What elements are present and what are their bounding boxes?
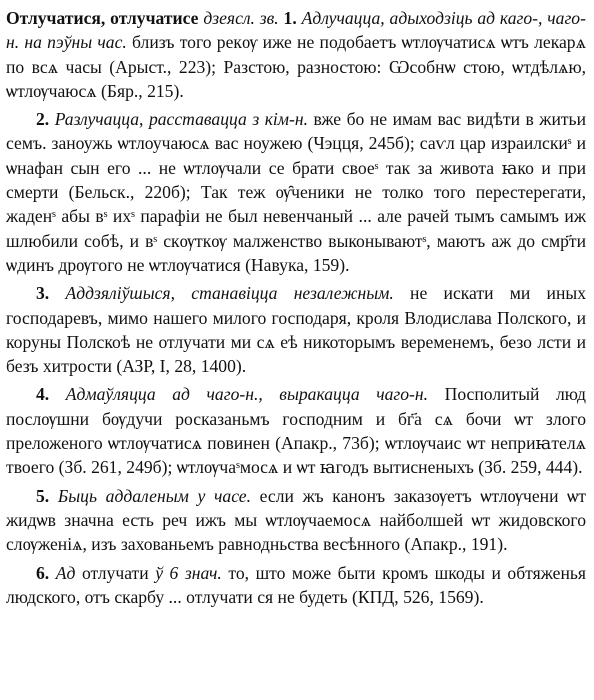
sense-definition: Аддзяліўшыся, станавіцца незалежным. — [65, 283, 394, 304]
sense-4 — [6, 382, 586, 479]
sense-number: 2. — [36, 109, 50, 130]
sense-quotations: не искати ми иных господаревъ, мимо нашего милого господаря, кроля Влодислава Полского, и коруны Полскоѣ не отлучати ми сѧ еѣ никоторымъ веременемъ, безо лсти и безъ хитрости (АЗР, I, 28, 1400). — [6, 283, 586, 377]
sense-number: 4. — [36, 384, 50, 405]
sense-definition: Адлучацца, адыходзіць ад каго-, чаго-н. на пэўны час. — [6, 8, 586, 53]
headword: Отлучатися, отлучатисе — [6, 8, 199, 28]
sense-definition: Разлучацца, расставацца з кім-н. — [54, 109, 309, 130]
sense-number: 5. — [36, 485, 50, 506]
sense-6 — [6, 561, 586, 610]
sense-quotations: близъ того рекѹ иже не подобаетъ ѡтлѹчатисѧ ѡтъ лекарѧ по всѧ часы (Арыст., 223); Разстою, разностою: Ѡсобнѡ стою, ѡтдѣлѧю, ѡтлѹчаюсѧ (Бяр., 215). — [6, 32, 586, 101]
sense-3 — [6, 281, 586, 378]
sense-5 — [6, 484, 586, 557]
sense-quotations: если жъ канонъ заказѹетъ ѡтлѹчени ѡт жидѡв значна есть реч ижъ мы ѡтлѹчаемосѧ найболшей ѡт жидовского слѹженіѧ, изъ захованьемъ равнодньства весѣнного (Апакр., 191). — [6, 485, 586, 555]
sense-definition-tail: отлучати — [81, 562, 149, 583]
sense-quotations: то, што може быти кромъ шкоды и обтяженья людского, отъ скарбу ... отлучати ся не будеть (КПД, 526, 1569). — [6, 562, 586, 607]
sense-definition-marker: ў 6 знач. — [155, 562, 222, 583]
sense-definition: Адмаўляцца ад чаго-н., выракацца чаго-н. — [65, 384, 429, 405]
sense-number: 6. — [36, 562, 50, 583]
dictionary-entry-head — [6, 6, 586, 103]
sense-quotations: Посполитый люд послѹшни бѹдучи росказаньмъ господним и бг҃а сѧ бочи ѡт злого преложеного ѡтлѹчатисѧ повинен (Апакр., 73б); ѡтлѹчаис ѡт неприꙗтелѧ твоего (Зб. 261, 249б); ѡтлѹчаˢмосѧ и ѡт ꙗгодъ вытисненыхъ (Зб. 259, 444). — [6, 384, 586, 478]
sense-quotations: вже бо не имам вас видѣти в житьи семъ. заноужь ѡтлоучаюсѧ вас ноужею (Чэцця, 245б); саѵл цар израилскиˢ и ѡнафан сын его ... не ѡтлѹчали се брати своеˢ так за живота ꙗко и при смерти (Бельск., 220б); Так теж ѹ̑ченики не толко того перестерегати, жаденˢ абы вˢ ихˢ парафіи не был невенчаный ... але рачей тымъ самымъ иж шлюбили собѣ, и вˢ скѹткѹ малженство выконываютˢ, маютъ аж до смр҃ти ѡдинъ дрѹгого не ѡтлѹчатися (Навука, 159). — [6, 109, 586, 275]
sense-number: 3. — [36, 283, 50, 304]
sense-definition: Быць аддаленым у часе. — [57, 485, 251, 506]
sense-2 — [6, 107, 586, 277]
grammar-label: дзеясл. зв. — [203, 8, 279, 28]
sense-definition: Ад — [55, 562, 76, 583]
sense-number: 1. — [283, 8, 297, 28]
